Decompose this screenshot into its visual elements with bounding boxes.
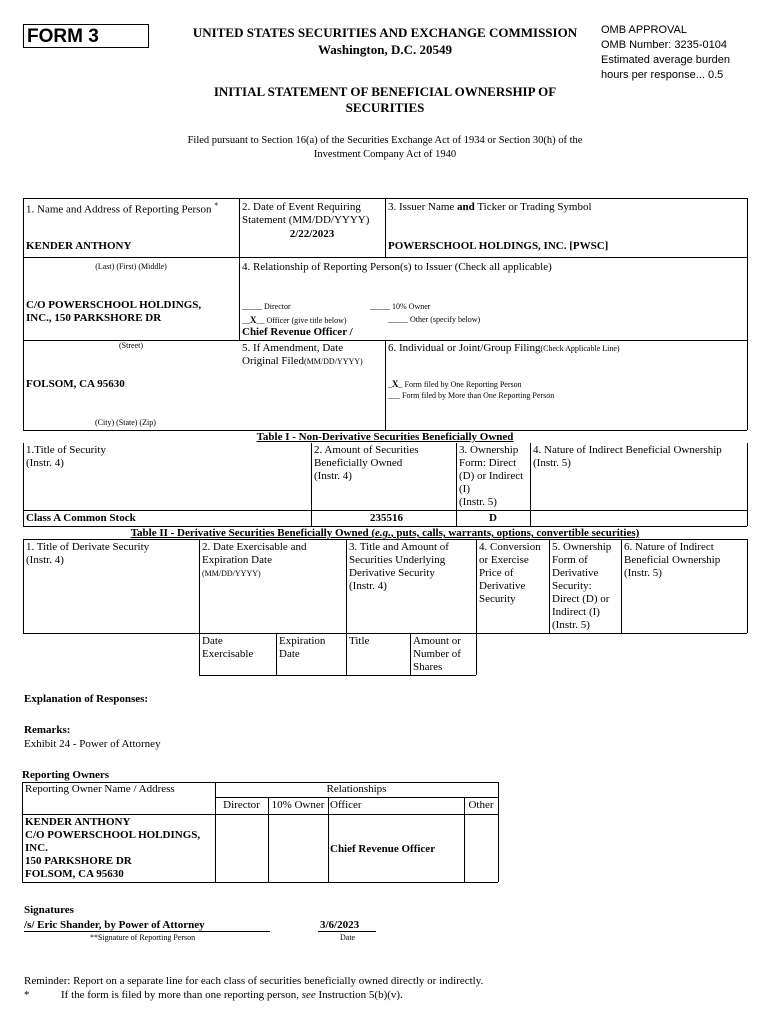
footnote-mark: * bbox=[24, 989, 30, 1001]
owners-col-director: Director bbox=[223, 799, 260, 811]
signer-name: /s/ Eric Shander, by Power of Attorney bbox=[24, 919, 205, 931]
agency-line1: UNITED STATES SECURITIES AND EXCHANGE COMMISSION bbox=[192, 25, 578, 40]
officer-title: Chief Revenue Officer / bbox=[242, 326, 353, 338]
table2-col-ownership: 5. Ownership Form of Derivative Security: Direct (D) or Indirect (I) (Instr. 5) bbox=[552, 541, 612, 631]
remarks-heading: Remarks: bbox=[24, 724, 71, 736]
signature-caption: **Signature of Reporting Person bbox=[90, 933, 196, 942]
ten-percent-option: _____ 10% Owner bbox=[370, 302, 431, 311]
name-hint: (Last) (First) (Middle) bbox=[95, 262, 167, 271]
reporting-owners-heading: Reporting Owners bbox=[22, 769, 110, 781]
signature-date: 3/6/2023 bbox=[320, 919, 360, 931]
omb-burden-2: hours per response... 0.5 bbox=[601, 69, 724, 81]
ownership-form: D bbox=[489, 512, 497, 524]
omb-title: OMB APPROVAL bbox=[601, 24, 687, 36]
filed-line1: Filed pursuant to Section 16(a) of the Securities Exchange Act of 1934 or Section 30(h) of the bbox=[187, 135, 583, 146]
table1-col-title: 1.Title of Security (Instr. 4) bbox=[26, 444, 106, 469]
owners-col-other: Other bbox=[468, 799, 494, 811]
date-caption: Date bbox=[340, 933, 356, 942]
city-hint: (City) (State) (Zip) bbox=[95, 418, 156, 427]
footnote-text: If the form is filed by more than one reporting person, see Instruction 5(b)(v). bbox=[61, 989, 403, 1001]
form-title-line1: INITIAL STATEMENT OF BENEFICIAL OWNERSHIP OF bbox=[213, 84, 557, 99]
table2-col-title: 1. Title of Derivate Security (Instr. 4) bbox=[26, 541, 150, 566]
form-label: FORM 3 bbox=[23, 24, 149, 48]
remarks-text: Exhibit 24 - Power of Attorney bbox=[24, 738, 161, 750]
sub-title: Title bbox=[349, 635, 370, 647]
table2-title: Table II - Derivative Securities Beneficially Owned (e.g., puts, calls, warrants, options, convertible securities) bbox=[130, 527, 640, 539]
owner-officer-title: Chief Revenue Officer bbox=[330, 843, 436, 855]
filing-multiple-persons: ___ Form filed by More than One Reporting Person bbox=[388, 391, 555, 400]
owners-col-officer: Officer bbox=[330, 799, 362, 811]
reporting-person-city: FOLSOM, CA 95630 bbox=[26, 378, 125, 390]
date-line bbox=[318, 931, 376, 932]
table2-col-dates: 2. Date Exercisable and Expiration Date (MM/DD/YYYY) bbox=[202, 541, 307, 578]
filing-one-person: _X_ Form filed by One Reporting Person bbox=[388, 379, 522, 389]
omb-number: OMB Number: 3235-0104 bbox=[601, 39, 727, 51]
other-option: _____ Other (specify below) bbox=[388, 315, 481, 324]
filed-line2: Investment Company Act of 1940 bbox=[313, 149, 457, 160]
owners-col-relationships: Relationships bbox=[326, 783, 387, 795]
sub-date-exercisable: Date Exercisable bbox=[202, 635, 254, 660]
sub-expiration-date: Expiration Date bbox=[279, 635, 326, 660]
agency-line2: Washington, D.C. 20549 bbox=[318, 42, 452, 57]
event-date-label: 2. Date of Event Requiring Statement (MM/DD/YYYY) bbox=[242, 201, 370, 226]
table2-col-nature: 6. Nature of Indirect Beneficial Ownership (Instr. 5) bbox=[624, 541, 721, 579]
officer-option: __X__ Officer (give title below) bbox=[242, 315, 347, 325]
signature-line bbox=[24, 931, 270, 932]
filing-type-label: 6. Individual or Joint/Group Filing(Check Applicable Line) bbox=[388, 342, 620, 354]
table1-title: Table I - Non-Derivative Securities Beneficially Owned bbox=[256, 431, 514, 443]
omb-approval bbox=[601, 23, 730, 83]
security-title: Class A Common Stock bbox=[26, 512, 136, 524]
sub-amount-shares: Amount or Number of Shares bbox=[413, 635, 461, 673]
form-title bbox=[170, 84, 600, 116]
form-title-line2: SECURITIES bbox=[345, 100, 425, 115]
amendment-label: 5. If Amendment, Date Original Filed(MM/DD/YYYY) bbox=[242, 342, 363, 367]
reporting-person-name: KENDER ANTHONY bbox=[26, 240, 132, 252]
reminder-text: Reminder: Report on a separate line for each class of securities beneficially owned directly or indirectly. bbox=[24, 975, 484, 987]
director-option: _____ Director bbox=[242, 302, 291, 311]
table2-col-underlying: 3. Title and Amount of Securities Underlying Derivative Security (Instr. 4) bbox=[349, 541, 449, 592]
reporting-person-label: 1. Name and Address of Reporting Person * bbox=[26, 201, 219, 216]
issuer-value: POWERSCHOOL HOLDINGS, INC. [PWSC] bbox=[388, 240, 609, 252]
issuer-label: 3. Issuer Name and Ticker or Trading Symbol bbox=[388, 201, 592, 213]
owners-col-ten-percent: 10% Owner bbox=[271, 799, 325, 811]
security-amount: 235516 bbox=[370, 512, 403, 524]
omb-burden-1: Estimated average burden bbox=[601, 54, 731, 66]
table1-col-amount: 2. Amount of Securities Beneficially Owned (Instr. 4) bbox=[314, 444, 419, 482]
explanation-heading: Explanation of Responses: bbox=[24, 693, 149, 705]
table2-col-conversion: 4. Conversion or Exercise Price of Derivative Security bbox=[479, 541, 541, 605]
street-hint: (Street) bbox=[119, 341, 143, 350]
signatures-heading: Signatures bbox=[24, 904, 74, 916]
agency-header bbox=[170, 24, 600, 58]
relationship-label: 4. Relationship of Reporting Person(s) to Issuer (Check all applicable) bbox=[242, 261, 552, 273]
table1-col-ownership: 3. Ownership Form: Direct (D) or Indirect (I) (Instr. 5) bbox=[459, 444, 524, 508]
event-date-value: 2/22/2023 bbox=[289, 228, 335, 240]
filed-pursuant bbox=[130, 134, 640, 162]
owner-name-address: KENDER ANTHONY C/O POWERSCHOOL HOLDINGS, INC. 150 PARKSHORE DR FOLSOM, CA 95630 bbox=[25, 816, 201, 880]
table1-col-nature: 4. Nature of Indirect Beneficial Ownership (Instr. 5) bbox=[533, 444, 722, 469]
owners-col-name: Reporting Owner Name / Address bbox=[25, 783, 175, 795]
reporting-person-street: C/O POWERSCHOOL HOLDINGS, INC., 150 PARKSHORE DR bbox=[26, 299, 202, 324]
